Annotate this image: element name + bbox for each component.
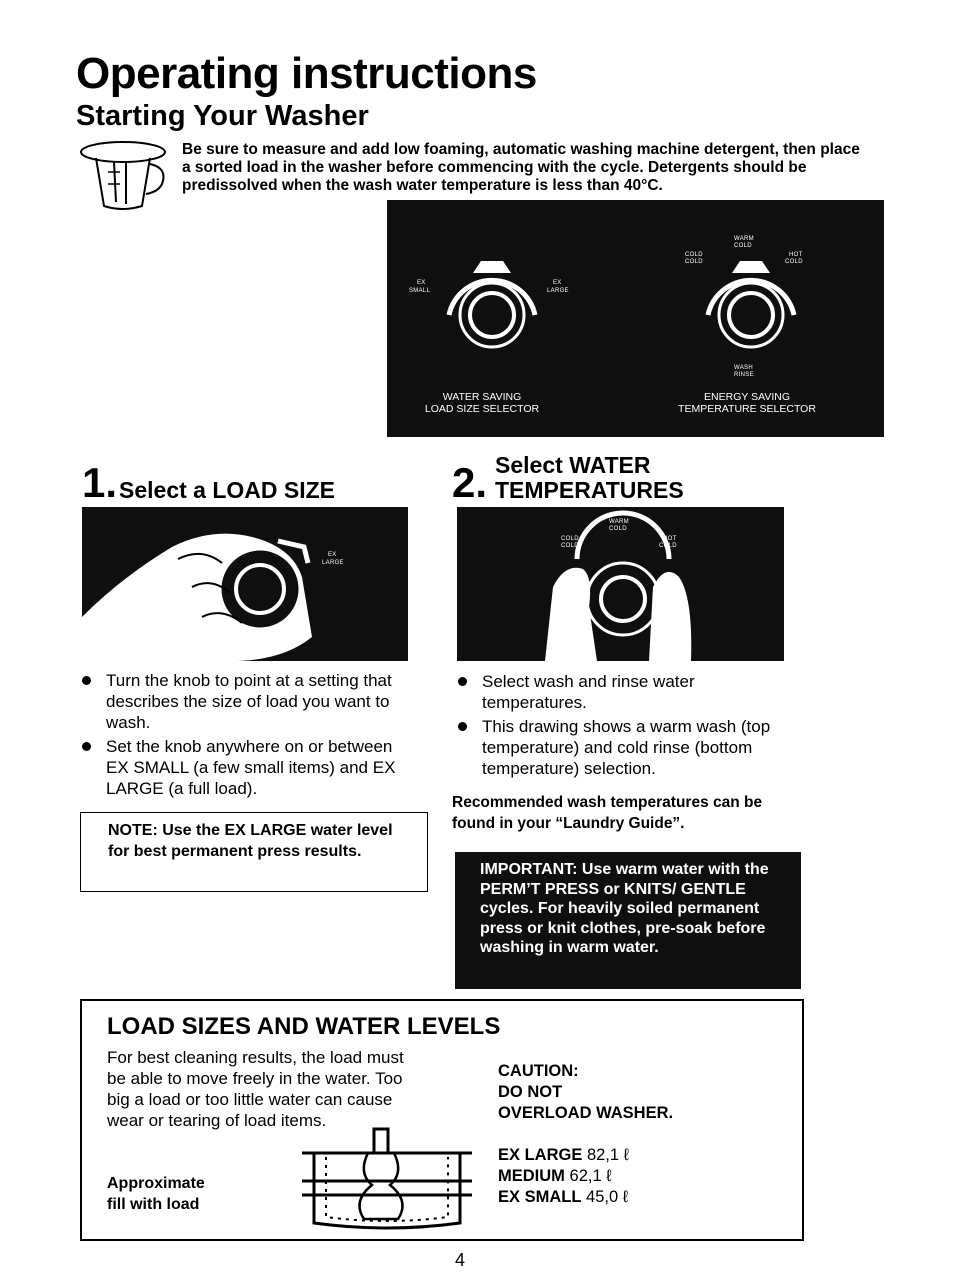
page-title: Operating instructions: [76, 49, 537, 98]
step-2-title-line-1: Select WATER: [495, 452, 651, 478]
load-sizes-box: [80, 999, 804, 1241]
load-selector-label-1: WATER SAVING: [442, 391, 522, 403]
load-sizes-heading: LOAD SIZES AND WATER LEVELS: [107, 1013, 501, 1040]
recommended-text: Recommended wash temperatures can be found in your “Laundry Guide”.: [452, 794, 763, 832]
wash-label: WASH: [734, 365, 753, 371]
hot-label: HOT: [789, 252, 803, 258]
photo-cold-sub-label: COLD: [561, 543, 579, 549]
approximate-fill-label: [107, 1173, 205, 1215]
caution-text: [498, 1061, 673, 1124]
hands-turning-knob-illustration: [457, 507, 784, 661]
rinse-label: RINSE: [734, 372, 754, 378]
level-value: 82,1 ℓ: [586, 1146, 629, 1164]
list-item: [498, 1166, 629, 1187]
photo-hot-label: HOT: [663, 536, 677, 542]
note-text: NOTE: Use the EX LARGE water level for best permanent press results.: [108, 822, 393, 860]
control-panel-illustration: [387, 200, 884, 437]
level-value: 45,0 ℓ: [586, 1188, 629, 1206]
water-levels-list: [498, 1145, 629, 1208]
cold-label: COLD: [685, 252, 703, 258]
load-sizes-paragraph: For best cleaning results, the load must be able to move freely in the water. Too big a load or too little water can cause wear or tearing of load items.: [107, 1048, 404, 1130]
level-name: EX LARGE: [498, 1146, 583, 1164]
photo-warm-sub-label: COLD: [609, 526, 627, 532]
cold-sub-label: COLD: [685, 259, 703, 265]
level-name: MEDIUM: [498, 1167, 565, 1185]
important-box: [455, 852, 801, 989]
caution-line-1: CAUTION:: [498, 1062, 579, 1080]
temp-selector-label-2: TEMPERATURE SELECTOR: [678, 403, 816, 415]
level-name: EX SMALL: [498, 1188, 582, 1206]
photo-cold-label: COLD: [561, 536, 579, 542]
list-item: This drawing shows a warm wash (top temperature) and cold rinse (bottom temperature) selection.: [456, 716, 776, 779]
load-size-knob: [437, 255, 547, 355]
measuring-cup-icon: [78, 138, 170, 212]
ex-large-bottom: LARGE: [547, 288, 569, 294]
load-selector-label-2: LOAD SIZE SELECTOR: [424, 403, 540, 415]
intro-text: Be sure to measure and add low foaming, automatic washing machine detergent, then place a sorted load in the washer before commencing with the cycle. Detergents should be predissolved when the wash water temperature is less than 40°C.: [182, 141, 860, 194]
hot-sub-label: COLD: [785, 259, 803, 265]
approx-line-1: Approximate: [107, 1175, 205, 1192]
section-title: Starting Your Washer: [76, 100, 369, 132]
approx-line-2: fill with load: [107, 1196, 200, 1213]
load-size-photo: [82, 507, 408, 661]
important-text: IMPORTANT: Use warm water with the PERM’T PRESS or KNITS/ GENTLE cycles. For heavily soiled permanent press or knit clothes, pre-soak before washing in warm water.: [480, 861, 769, 956]
hand-turning-knob-illustration: [82, 507, 408, 661]
caution-line-3: OVERLOAD WASHER.: [498, 1104, 674, 1122]
warm-sub-label: COLD: [734, 243, 752, 249]
temperature-knob: [696, 255, 806, 355]
level-value: 62,1 ℓ: [569, 1167, 612, 1185]
step-2-title-line-2: TEMPERATURES: [495, 477, 684, 503]
photo-large-label: LARGE: [322, 560, 344, 566]
step-2-number: 2.: [452, 459, 488, 506]
step-1-number: 1.: [82, 459, 118, 506]
photo-ex-label: EX: [328, 552, 337, 558]
step-1-title: Select a LOAD SIZE: [119, 477, 336, 503]
warm-label: WARM: [734, 236, 754, 242]
ex-large-top: EX: [553, 280, 562, 286]
step-1-bullets: [80, 670, 400, 802]
list-item: Turn the knob to point at a setting that describes the size of load you want to wash.: [80, 670, 400, 733]
note-box: [80, 812, 428, 892]
temp-selector-label-1: ENERGY SAVING: [704, 391, 790, 403]
page-number: 4: [455, 1250, 466, 1270]
photo-hot-sub-label: COLD: [659, 543, 677, 549]
step-2-bullets: [456, 671, 776, 782]
caution-line-2: DO NOT: [498, 1083, 563, 1101]
ex-small-bottom: SMALL: [409, 288, 431, 294]
list-item: Select wash and rinse water temperatures.: [456, 671, 776, 713]
list-item: [498, 1145, 629, 1166]
list-item: [498, 1187, 629, 1208]
photo-warm-label: WARM: [609, 519, 629, 525]
washer-tub-icon: [302, 1123, 472, 1233]
list-item: Set the knob anywhere on or between EX SMALL (a few small items) and EX LARGE (a full load).: [80, 736, 400, 799]
ex-small-top: EX: [417, 280, 426, 286]
temperature-photo: [457, 507, 784, 661]
